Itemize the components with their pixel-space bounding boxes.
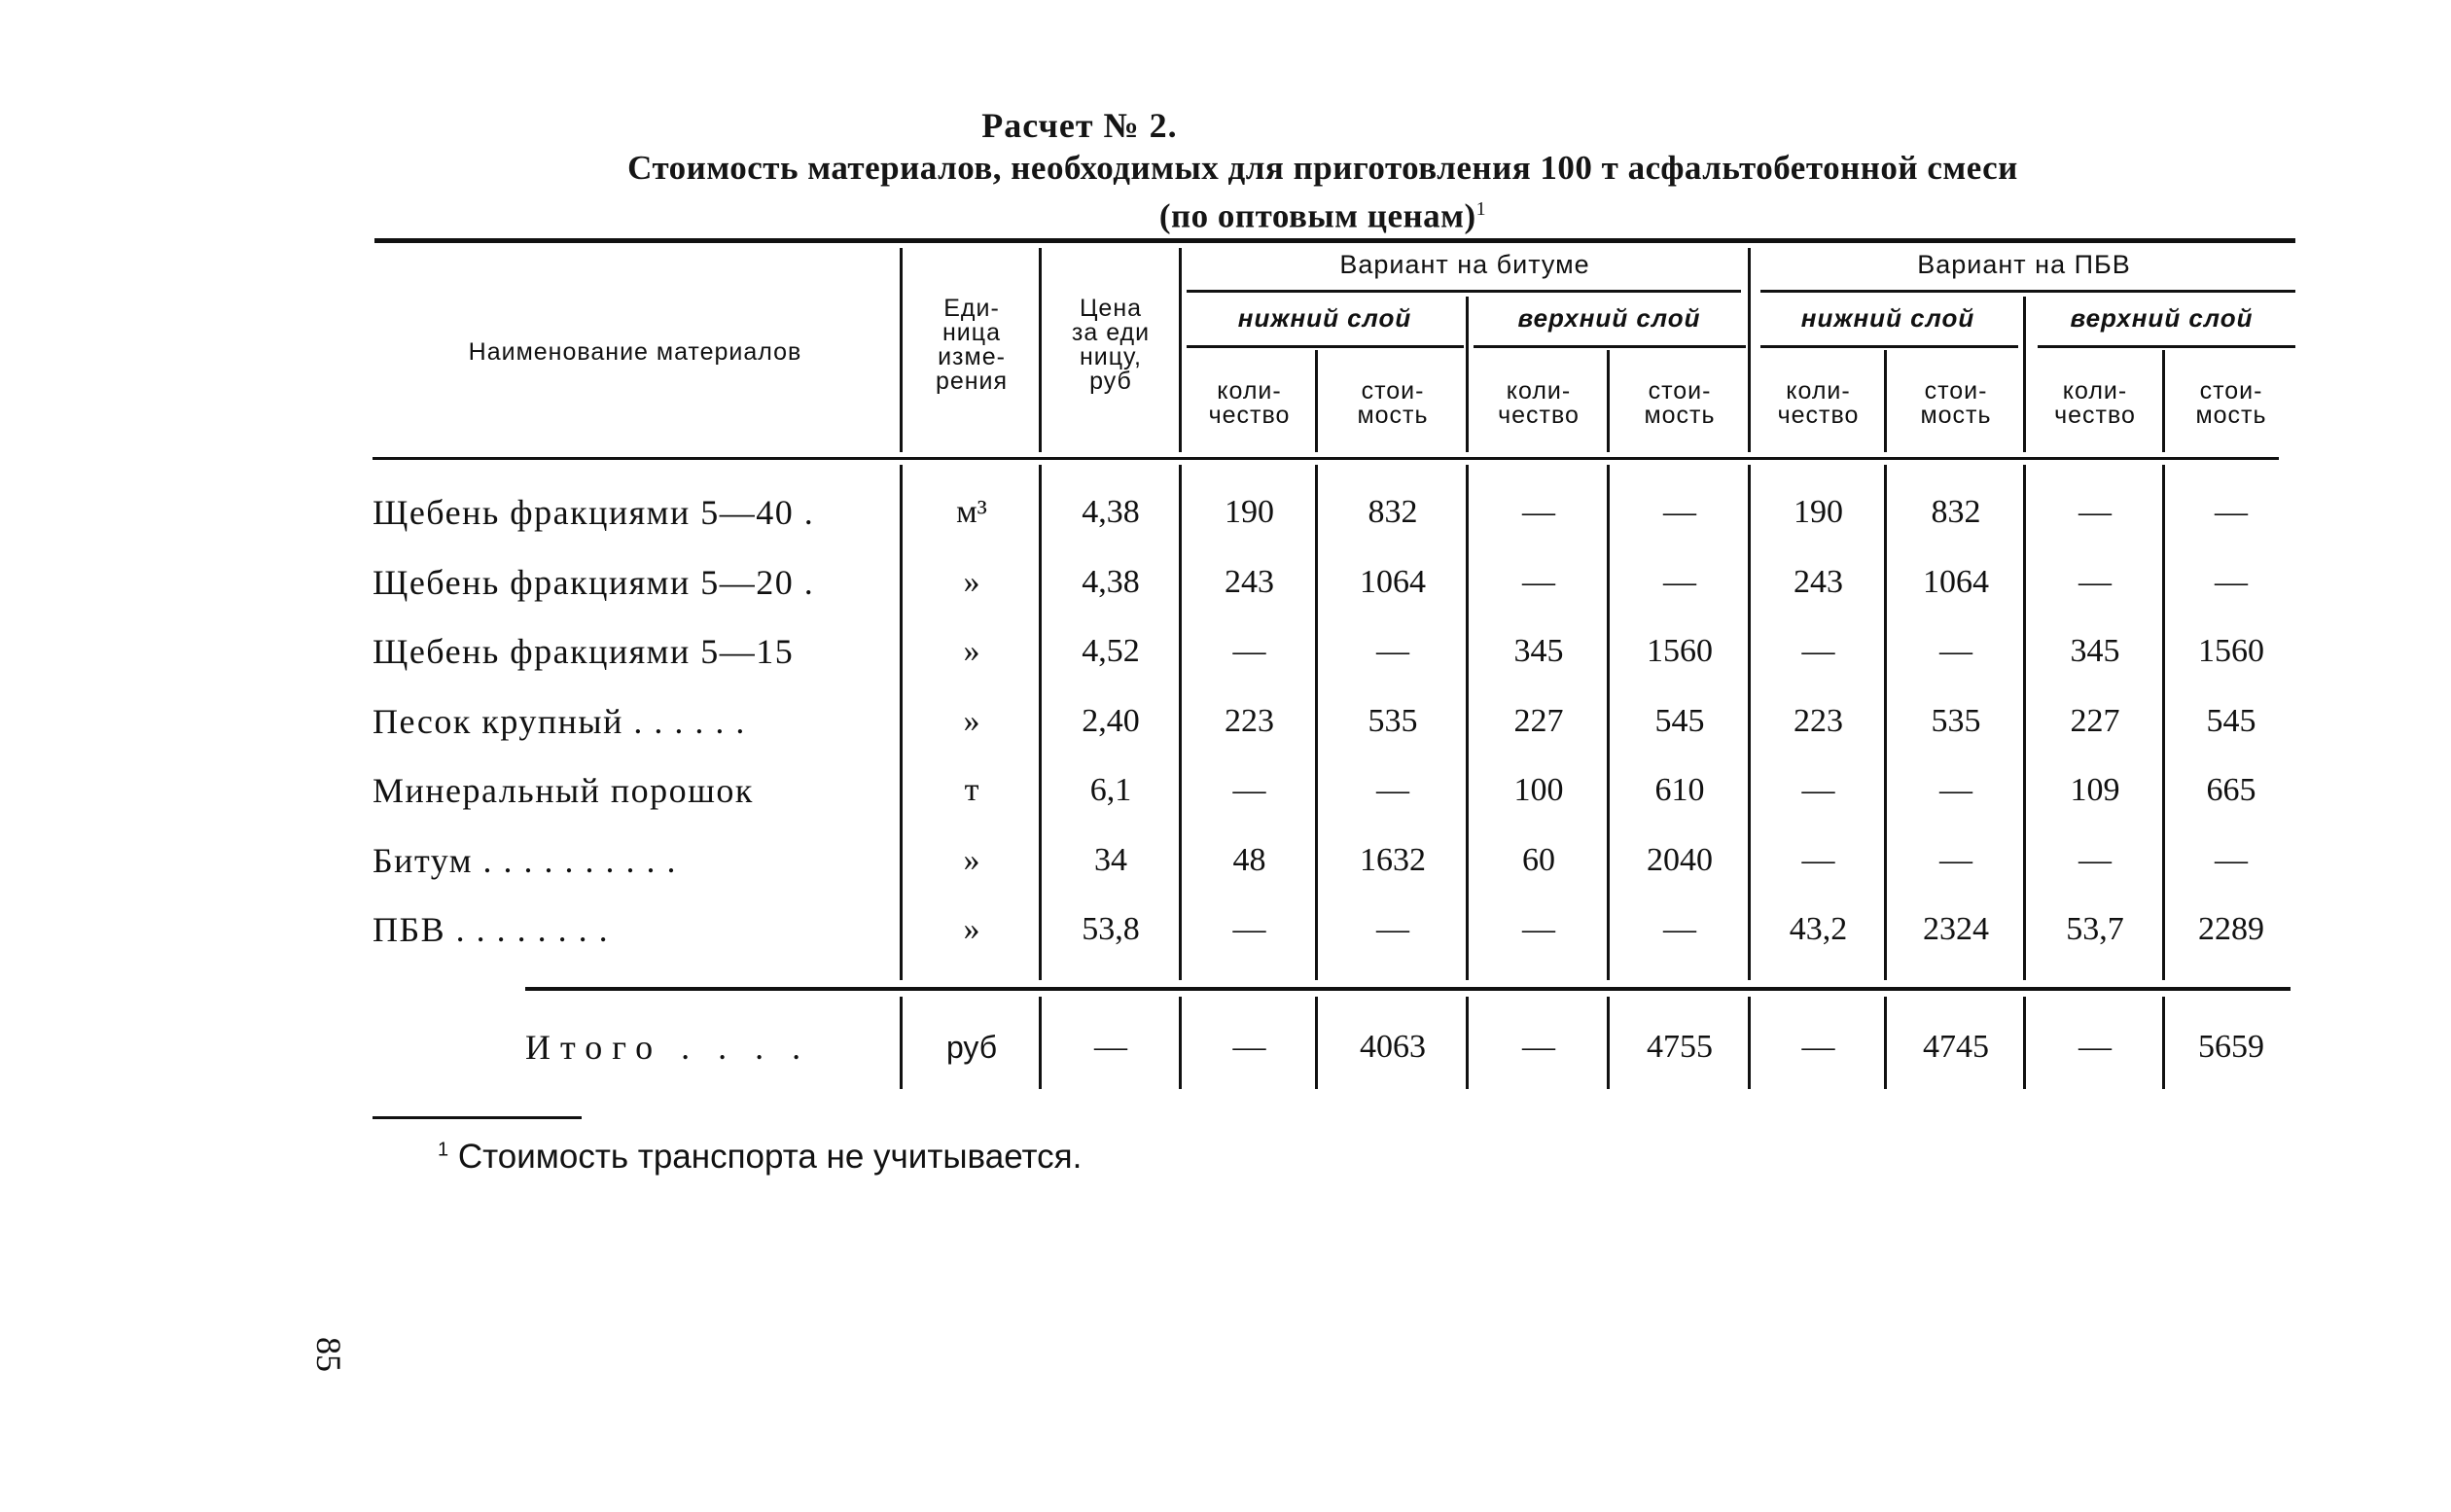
row-unit: » — [963, 703, 980, 739]
col-rule-p3 — [2162, 350, 2165, 452]
footnote-ref: 1 — [1475, 198, 1487, 220]
row-value: — — [1663, 911, 1696, 947]
total-rule — [525, 987, 2291, 991]
header-b-upper-cost: стои- мость — [1644, 377, 1716, 429]
col-rule-bitumen — [1179, 248, 1182, 452]
total-price: — — [1094, 1029, 1127, 1065]
pbv-variant-rule — [1760, 290, 2295, 293]
header-unit: Еди- ница изме- рения — [935, 295, 1009, 395]
row-value: — — [2078, 564, 2112, 600]
total-rule-p3 — [2162, 997, 2165, 1089]
row-value: — — [1801, 772, 1835, 808]
row-value: 53,7 — [2066, 911, 2124, 947]
total-value: — — [2078, 1029, 2112, 1065]
row-value: 832 — [1931, 494, 1981, 530]
pbv-lower-layer-rule — [1760, 345, 2018, 348]
row-value: — — [2215, 564, 2248, 600]
row-value: 2040 — [1647, 842, 1713, 878]
row-value: — — [2078, 842, 2112, 878]
row-value: 545 — [1654, 703, 1705, 739]
pbv-upper-layer-rule — [2038, 345, 2295, 348]
document-title — [545, 148, 2101, 237]
header-p-upper-layer: верхний слой — [2070, 303, 2254, 333]
row-material-name: Щебень фракциями 5—40 . — [373, 493, 815, 532]
total-value: 4745 — [1923, 1029, 1989, 1065]
total-value: 5659 — [2198, 1029, 2264, 1065]
total-unit: руб — [945, 1030, 998, 1065]
row-price: 53,8 — [1082, 911, 1140, 947]
row-value: — — [1522, 911, 1555, 947]
row-value: — — [1232, 772, 1266, 808]
table-top-rule — [374, 238, 2295, 243]
row-value: — — [1939, 842, 1972, 878]
calc-title: Расчет № 2. — [981, 106, 1178, 145]
row-value: — — [1663, 494, 1696, 530]
bitumen-lower-layer-rule — [1187, 345, 1464, 348]
row-value: — — [1376, 772, 1409, 808]
body-rule-p3 — [2162, 465, 2165, 980]
row-value: 190 — [1794, 494, 1843, 530]
body-rule-pbv — [1748, 465, 1751, 980]
header-b-upper-layer: верхний слой — [1517, 303, 1701, 333]
col-rule-price — [1039, 248, 1042, 452]
col-rule-b1 — [1315, 350, 1318, 452]
row-price: 4,52 — [1082, 633, 1140, 669]
footnote — [438, 1138, 1082, 1177]
bitumen-variant-rule — [1187, 290, 1741, 293]
total-value: 4063 — [1360, 1029, 1426, 1065]
row-value: 665 — [2206, 772, 2256, 808]
row-material-name: Щебень фракциями 5—15 — [373, 632, 795, 671]
row-value: — — [1376, 911, 1409, 947]
page-number: 85 — [309, 1337, 348, 1372]
row-value: — — [2215, 494, 2248, 530]
row-value: 535 — [1931, 703, 1981, 739]
row-value: 223 — [1794, 703, 1843, 739]
body-rule-p1 — [1884, 465, 1887, 980]
row-price: 2,40 — [1082, 703, 1140, 739]
total-value: 4755 — [1647, 1029, 1713, 1065]
row-value: 227 — [2070, 703, 2120, 739]
row-value: 1064 — [1923, 564, 1989, 600]
header-b-upper-qty: коли- чество — [1498, 377, 1580, 429]
total-value: — — [1522, 1029, 1555, 1065]
total-rule-price — [1039, 997, 1042, 1089]
total-rule-p2 — [2023, 997, 2026, 1089]
row-value: — — [1232, 633, 1266, 669]
row-value: 60 — [1522, 842, 1555, 878]
header-b-lower-cost: стои- мость — [1357, 377, 1429, 429]
total-rule-p1 — [1884, 997, 1887, 1089]
col-rule-p-upper — [2023, 297, 2026, 452]
row-value: — — [1232, 911, 1266, 947]
body-rule-price — [1039, 465, 1042, 980]
footnote-rule — [373, 1116, 582, 1119]
row-value: — — [1376, 633, 1409, 669]
row-value: 43,2 — [1789, 911, 1848, 947]
row-value: — — [1663, 564, 1696, 600]
col-rule-unit — [900, 248, 903, 452]
title-line-2 — [545, 189, 2101, 237]
row-unit: » — [963, 564, 980, 600]
header-p-lower-cost: стои- мость — [1920, 377, 1992, 429]
total-label: Итого . . . . — [525, 1028, 811, 1067]
row-material-name: Щебень фракциями 5—20 . — [373, 563, 815, 602]
row-value: 2289 — [2198, 911, 2264, 947]
row-material-name: ПБВ . . . . . . . . — [373, 910, 610, 949]
row-value: 1632 — [1360, 842, 1426, 878]
body-rule-b2 — [1466, 465, 1469, 980]
col-rule-p1 — [1884, 350, 1887, 452]
row-value: 109 — [2070, 772, 2120, 808]
row-material-name: Песок крупный . . . . . . — [373, 702, 746, 741]
row-material-name: Битум . . . . . . . . . . — [373, 841, 678, 880]
total-value: — — [1801, 1029, 1835, 1065]
body-rule-b1 — [1315, 465, 1318, 980]
row-value: — — [1522, 494, 1555, 530]
body-rule-p2 — [2023, 465, 2026, 980]
row-value: 610 — [1654, 772, 1705, 808]
total-rule-b3 — [1607, 997, 1610, 1089]
row-unit: т — [964, 772, 979, 808]
header-price: Цена за еди ницу, руб — [1071, 295, 1151, 395]
row-unit: » — [963, 842, 980, 878]
row-value: 223 — [1225, 703, 1274, 739]
row-value: 2324 — [1923, 911, 1989, 947]
row-value: — — [1522, 564, 1555, 600]
total-rule-b1 — [1315, 997, 1318, 1089]
header-name: Наименование материалов — [468, 338, 802, 366]
body-rule-unit — [900, 465, 903, 980]
row-value: 545 — [2206, 703, 2256, 739]
body-rule-bitumen — [1179, 465, 1182, 980]
row-value: — — [1939, 633, 1972, 669]
total-value: — — [1232, 1029, 1266, 1065]
body-rule-b3 — [1607, 465, 1610, 980]
row-value: — — [2078, 494, 2112, 530]
row-value: 100 — [1513, 772, 1564, 808]
row-unit: » — [963, 911, 980, 947]
row-value: 227 — [1513, 703, 1564, 739]
total-rule-bitumen — [1179, 997, 1182, 1089]
header-bottom-rule — [373, 457, 2279, 460]
row-value: 243 — [1225, 564, 1274, 600]
row-material-name: Минеральный порошок — [373, 771, 754, 810]
bitumen-upper-layer-rule — [1474, 345, 1746, 348]
total-rule-pbv — [1748, 997, 1751, 1089]
row-value: 1064 — [1360, 564, 1426, 600]
header-p-lower-layer: нижний слой — [1800, 303, 1975, 333]
row-value: 48 — [1232, 842, 1266, 878]
row-value: — — [1939, 772, 1972, 808]
total-rule-b2 — [1466, 997, 1469, 1089]
header-p-lower-qty: коли- чество — [1777, 377, 1860, 429]
total-rule-unit — [900, 997, 903, 1089]
footnote-mark: 1 — [438, 1139, 449, 1161]
col-rule-b3 — [1607, 350, 1610, 452]
row-value: 345 — [1513, 633, 1564, 669]
row-price: 6,1 — [1089, 772, 1132, 808]
row-value: 832 — [1368, 494, 1418, 530]
col-rule-pbv — [1748, 248, 1751, 452]
row-value: — — [2215, 842, 2248, 878]
row-value: 243 — [1794, 564, 1843, 600]
row-price: 4,38 — [1082, 494, 1140, 530]
header-p-upper-qty: коли- чество — [2054, 377, 2136, 429]
row-value: 535 — [1368, 703, 1418, 739]
header-p-upper-cost: стои- мость — [2195, 377, 2267, 429]
row-value: — — [1801, 633, 1835, 669]
row-unit: м³ — [956, 494, 987, 530]
header-variant-pbv: Вариант на ПБВ — [1917, 250, 2131, 279]
header-b-lower-layer: нижний слой — [1237, 303, 1412, 333]
row-unit: » — [963, 633, 980, 669]
row-value: 1560 — [2198, 633, 2264, 669]
col-rule-b-upper — [1466, 297, 1469, 452]
row-value: 345 — [2070, 633, 2120, 669]
row-value: — — [1801, 842, 1835, 878]
footnote-text: Стоимость транспорта не учитывается. — [457, 1138, 1083, 1176]
row-price: 34 — [1094, 842, 1127, 878]
header-b-lower-qty: коли- чество — [1208, 377, 1291, 429]
header-variant-bitumen: Вариант на битуме — [1339, 250, 1590, 279]
row-value: 1560 — [1647, 633, 1713, 669]
title-line-2-text: (по оптовым ценам) — [1158, 196, 1476, 235]
row-value: 190 — [1225, 494, 1274, 530]
row-price: 4,38 — [1082, 564, 1140, 600]
title-line-1: Стоимость материалов, необходимых для приготовления 100 т асфальтобетонной смеси — [627, 149, 2018, 187]
